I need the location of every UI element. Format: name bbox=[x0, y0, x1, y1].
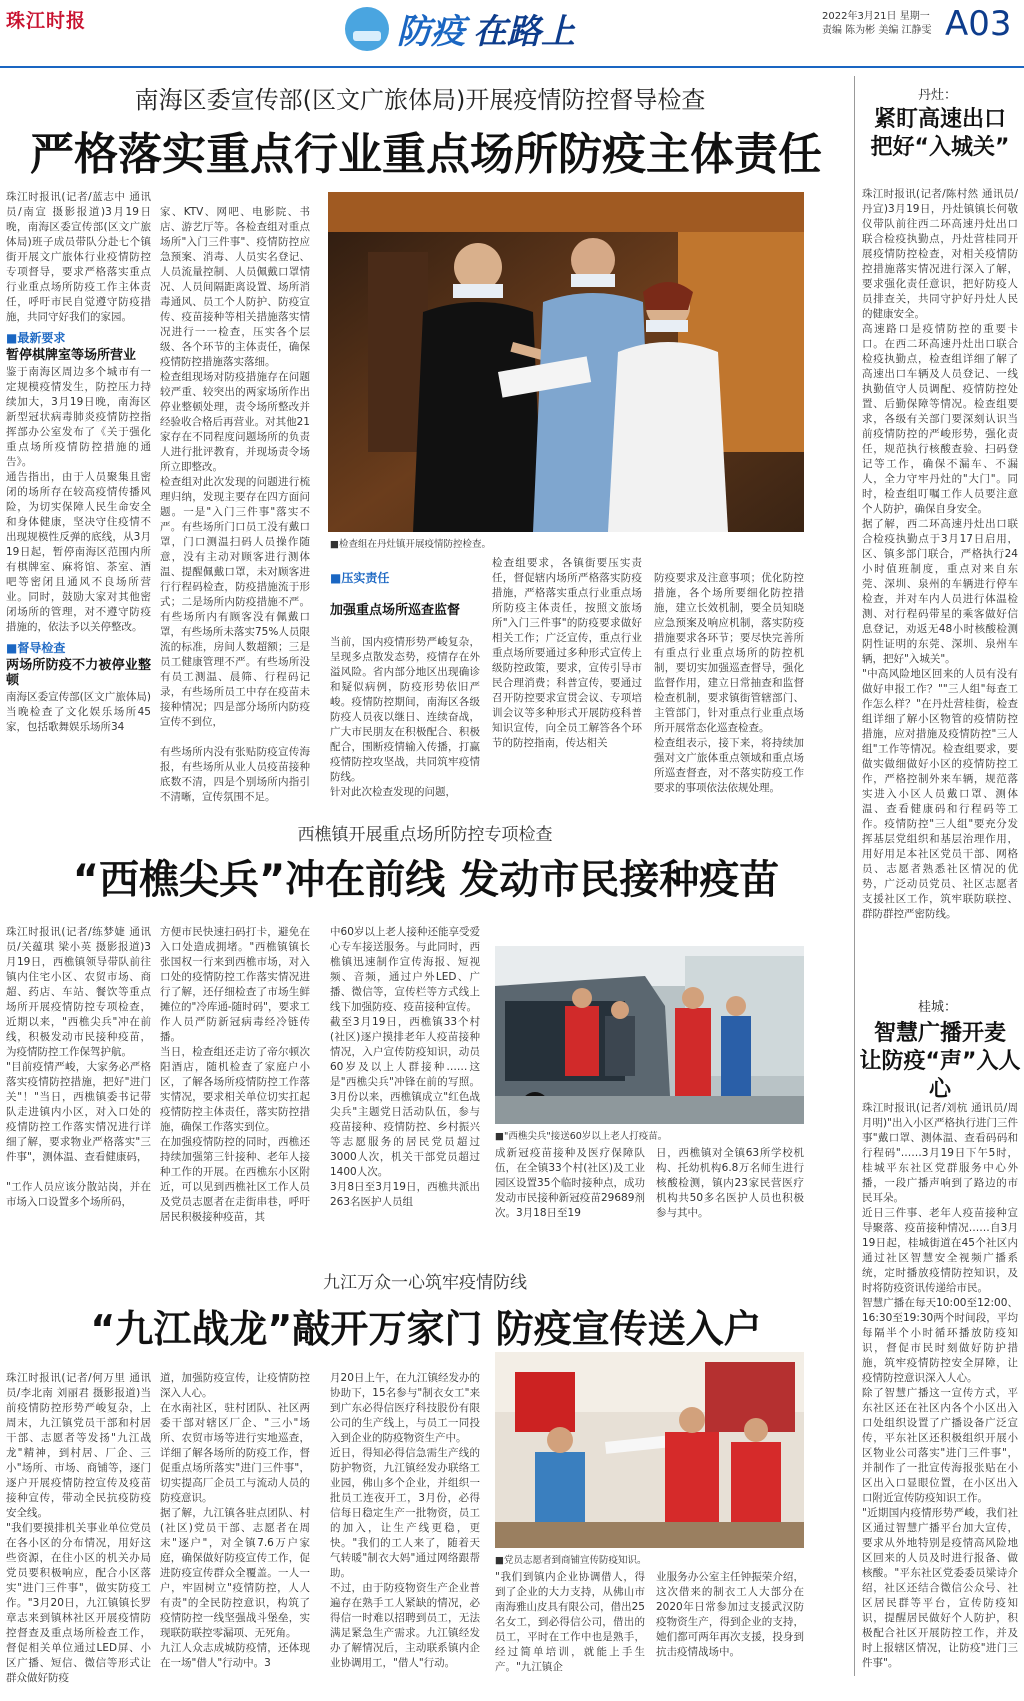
sidebar2-title-line1: 智慧广播开麦 bbox=[873, 1021, 1006, 1046]
article2-column-5 bbox=[656, 1146, 804, 1226]
page-number: A03 bbox=[945, 4, 1012, 44]
article3-photo-caption: ■党员志愿者到商铺宣传防疫知识。 bbox=[495, 1555, 647, 1566]
article1-col5-text: 防疫要求及注意事项；优化防控措施，各个场所要细化防控措施，建立长效机制，要全员知晓应急预案及响应机制，落实防疫措施要求各环节；要尽快完善所有重点行业重点场所的防控机制，要切实加强巡查督导，强化监督作用，建立日常抽查和监督检查机制，要求镇街管辖部门、主管部门，针对重点行业重点场所开展常态化巡查检查。 检查组表示，接下来，将持续加强对文广旅体重点领域和重点场所巡查督查，对不落实防疫工作要求的事项依法依规处理。 bbox=[654, 572, 804, 794]
article3-col1-text: 珠江时报讯(记者/何万里 通讯员/李北南 刘丽君 摄影报道)当前疫情防控形势严峻复杂，上周末，九江镇党员干部和村居干部、志愿者等发扬"九江战龙"精神，到村居、厂企、三小"场所、市场、商铺等，逐门逐户开展疫情防控宣传及疫苗接种宣传，带动全民抗疫防疫安全线。 "我们要摸排机关事业单位党员在各小区的分布情况，用好这些资源，在住小区的机关办局党员要积极响应，配合小区落实"进门三件事"，做实防疫工作。"3月20日，九江镇镇长罗章志来到镇林社区开展疫情防控督查及重点场所检查工作，督促相关单位通过LED屏、小区广播、短信、微信等形式让群众做好防疫 bbox=[6, 1372, 151, 1684]
article1-headline[interactable]: 严格落实重点行业重点场所防疫主体责任 bbox=[30, 129, 822, 180]
article3-column-1 bbox=[6, 1356, 151, 1684]
article3-photo bbox=[495, 1352, 804, 1548]
article1-body-1b: 通告指出，由于人员聚集且密闭的场所存在较高疫情传播风险，为切实保障人民生命安全和身体健康，坚决守住疫情不出现规模性反弹的底线，从3月19日起，暂停南海区范围内所有棋牌室、麻将馆、茶室、酒吧等密闭且通风不良场所营业。同时，鼓励大家对其他密闭场所的管理，对不遵守防疫措施的，依法予以关停整改。 bbox=[6, 471, 151, 633]
masthead-divider bbox=[0, 66, 1024, 68]
article1-section-duty: ■压实责任 bbox=[330, 571, 390, 585]
column-divider bbox=[854, 76, 855, 1676]
article2-column-3 bbox=[330, 910, 480, 1226]
article1-section-latest: ■最新要求 bbox=[6, 331, 66, 345]
article2-kicker: 西樵镇开展重点场所防控专项检查 bbox=[297, 825, 553, 845]
article3-headline[interactable]: “九江战龙”敲开万家门 防疫宣传送入户 bbox=[90, 1307, 762, 1351]
sidebar1-body-text: 珠江时报讯(记者/陈村然 通讯员/丹宣)3月19日，丹灶镇镇长何敬仪带队前往西二环高速丹灶出口联合检疫执勤点，丹灶营桂同开展疫情防控检查，对相关疫情防控措施落实情况进行深入了解，要求强化责任意识，把好防疫人员排查关，共同守护好丹灶人民的健康安全。 高速路口是疫情防控的重要卡口。在西二环高速丹灶出口联合检疫执勤点，检查组详细了解了高速出口车辆及人员登记、一线执勤值守人员调配、疫情防控处置、后勤保障等情况。检查组要求，各级有关部门要深刻认识当前疫情防控的严峻形势，强化责任，规范执行核酸查验、扫码登记等工作，确保不漏车、不漏人，全力守牢丹灶的"大门"。同时，检查组叮嘱工作人员要注意个人防护，确保自身安全。 据了解，西二环高速丹灶出口联合检疫执勤点于3月17日启用，区、镇多部门联合，严格执行24小时值班制度，重点对来自东莞、深圳、泉州的车辆进行停车检查，并对车内人员进行体温检测、对行程码带星的乘客做好信息登记，劝返无48小时核酸检测阴性证明的东莞、深圳、泉州车辆，把好"入城关"。 "中高风险地区回来的人员有没有做好申报工作？""三人组"每查工作怎么样？"在丹灶营桂街，检查组详细了解小区物管的疫情防控措施，应对措施及疫情防控"三人组"工作等情况。检查组要求，要做实做细做好小区的疫情防控工作，严格控制外来车辆，规范落实进入小区人员戴口罩、测体温、查看健康码和行程码等工作。疫情防控"三人组"要充分发挥基层党组织和基层治理作用，用好用足本社区党员干部、网格员、志愿者熟悉社区情况的优势，广泛动员党员、社区志愿者支援社区工作，筑牢联防联控、群防群控严密防线。 bbox=[862, 188, 1018, 920]
sidebar1-title-line1: 紧盯高速出口 bbox=[873, 107, 1006, 132]
article1-column-5 bbox=[654, 556, 804, 794]
article3-col4-text: "我们到镇内企业协调借人，得到了企业的大力支持，从佛山市南海雅山皮具有限公司，借出25名女工，到必得信公司，借出的员工，平时在工作中也是熟手，经过简单培训，就能上手生产。"九江镇企 bbox=[495, 1571, 645, 1673]
article2-column-2 bbox=[160, 910, 310, 1226]
article3-column-2 bbox=[160, 1356, 310, 1676]
sidebar2-body bbox=[862, 1086, 1018, 1676]
sidebar1-title[interactable] bbox=[858, 106, 1022, 162]
article3-col3-text: 月20日上午，在九江镇经发办的协助下，15名参与"制衣女工"来到广东必得信医疗科技股份有限公司的生产线上，与员工一同投入到企业的防疫物资生产中。 近日，得知必得信急需生产线的防护物资，九江镇经发办联络工业园，佛山多个企业，并组织一批员工连夜开工，3月份，必得信每日稳定生产一批物资，员工的加入，让生产线更稳，更快。"我们的工人来了，随着天气转暖"制衣大妈"通过网络跟帮助。 不过，由于防疫物资生产企业普遍存在熟手工人紧缺的情况，必得信一时难以招聘到员工，无法满足紧急生产需求。九江镇经发办了解情况后，主动联系镇内企业协调用工，"借人"行动。 bbox=[330, 1372, 480, 1669]
section-banner bbox=[345, 4, 575, 53]
masthead bbox=[0, 0, 1024, 68]
article1-col2-text: 家、KTV、网吧、电影院、书店、游艺厅等。各检查组对重点场所"入门三件事"、疫情防控应急预案、消毒、人员实名登记、人员流量控制、人员佩戴口罩情况、人员间隔距离设置、场所消毒通风、员工个人防护、防疫宣传、疫苗接种等相关措施落实情况进行一一检查，压实各个层级、各个环节的主体责任，确保疫情防控措施落实落细。 检查组现场对防疫措施存在问题较严重、较突出的两家场所作出停业整顿处理，责令场所整改并经验收合格后再营业。对其他21家存在不同程度问题场所的负责人进行批评教育，并现场责令场所立即整改。 检查组对此次发现的问题进行梳理归纳，发现主要存在四方面问题。一是"入门三件事"落实不严。有些场所门口员工没有戴口罩，门口测温扫码人员操作随意，没有主动对顾客进行测体温、提醒佩戴口罩，未对顾客进行行程码检查，防疫措施流于形式；二是场所内防疫措施不严。有些场所内有顾客没有佩戴口罩，有些场所未落实75%人员限流的标准，房间人数超额；三是员工健康管理不严。有些场所没有员工测温、晨筛、行程码记录，有些场所员工中存在疫苗未接种情况；四是部分场所内防疫宣传不到位， bbox=[160, 206, 310, 728]
mask-globe-icon bbox=[345, 7, 389, 51]
article2-headline[interactable]: “西樵尖兵”冲在前线 发动市民接种疫苗 bbox=[72, 857, 780, 903]
banner-part2: 在路上 bbox=[473, 12, 575, 52]
article1-kicker: 南海区委宣传部(区文广旅体局)开展疫情防控督导检查 bbox=[134, 86, 706, 114]
article1-col4-text: 检查组要求，各镇街要压实责任，督促辖内场所严格落实防疫措施，严格落实重点行业重点场所防疫主体责任，按照文旅场所"入门三件事"的防疫要求做好相关工作；广泛宣传，重点行业重点场所要通过多种形式宣传上级防控政策，要求，宣传引导市民合理消费；科普宣传，要通过召开防控要求宣贯会议、专项培训会议等多种形式开展防疫科普知识宣传，向全员工解答各个环节的防控指南，传达相关 bbox=[492, 557, 642, 749]
issue-info bbox=[822, 10, 932, 38]
article1-column-1 bbox=[6, 190, 151, 780]
article1-subhead-2: 两场所防疫不力被停业整顿 bbox=[6, 658, 151, 688]
article1-subhead-3: 加强重点场所巡查监督 bbox=[330, 603, 461, 618]
sidebar1-place: 丹灶： bbox=[918, 88, 958, 103]
article1-photo-caption: ■检查组在丹灶镇开展疫情防控检查。 bbox=[330, 539, 491, 550]
article3-col2-text: 道，加强防疫宣传，让疫情防控深入人心。 在水南社区，驻村团队、社区两委干部对辖区厂企、"三小"场所、农贸市场等进行实地巡查，详细了解各场所的防疫工作，督促重点场所落实"进门三件事"，切实提高厂企员工与流动人员的防疫意识。 据了解，九江镇各驻点团队、村(社区)党员干部、志愿者在周末"逐户"，对全镇7.6万户家庭，确保做好防疫宣传工作，促进防疫宣传群众全覆盖。一人一户，牢固树立"疫情防控，人人有责"的全民防控意识，构筑了疫情防控一线坚强战斗堡垒，实现联防联控零漏项、无死角。 九江人众志成城防疫情，还体现在一场"借人"行动中。3 bbox=[160, 1372, 310, 1669]
article1-column-4 bbox=[492, 556, 642, 782]
article1-subhead-1: 暂停棋牌室等场所营业 bbox=[6, 348, 137, 363]
sidebar2-body-text: 珠江时报讯(记者/刘杭 通讯员/周月明)"出入小区严格执行进门三件事"戴口罩、测体温、查看码码和行程码"……3月19日下午5时，桂城平东社区党群服务中心外播，一段广播声响到了路边的市民耳朵。 近日三件事、老年人疫苗接种宣导聚落、疫苗接种情况……自3月19日起，桂城街道在45个社区内通过社区智慧安全视频广播系统，定时播放疫情防控知识，及时将防疫资讯传递给市民。 智慧广播在每天10:00至12:00、16:30至19:30两个时间段，平均每隔半个小时循环播放防疫知识，督促市民时刻做好防护措施，筑牢疫情防控安全屏障，让疫情防控意识深入人心。 除了智慧广播这一宣传方式，平东社区还在社区内各个小区出入口处组织设置了广播设备广泛宣传，平东社区还积极组织开展小区物业公司落实"进门三件事"，并制作了一批宣传海报张贴在小区出入口显眼位置，在小区出入口附近宣传防疫知识工作。 "近期国内疫情形势严峻，我们社区通过智慧广播平台加大宣传，要求从外地特别是疫情高风险地区回来的人员及时进行报备、做核酸。"平东社区党委委员梁诗介绍，社区还结合微信公众号、社区居民群等平台，宣传防疫知识，提醒居民做好个人防护，积极配合社区开展防控工作，并及时上报辖区情况，让防疫"进门三件事"。 bbox=[862, 1102, 1018, 1669]
article1-col3-text: 当前，国内疫情形势严峻复杂，呈现多点散发态势，疫情存在外溢风险。省内部分地区出现确诊和疑似病例，防疫形势依旧严峻。疫情防控期间，南海区各级防疫人员夜以继日、连续奋战，广大市民朋友在积极配合、积极配合，围断疫情输入传播，打赢疫情防控攻坚战，共同筑牢疫情防线。 针对此次检查发现的问题， bbox=[330, 636, 480, 798]
sidebar2-place: 桂城： bbox=[918, 1000, 958, 1015]
issue-date: 2022年3月21日 星期一 bbox=[822, 11, 930, 22]
article2-column-4 bbox=[495, 1146, 645, 1226]
article1-col2b-text: 有些场所内没有张贴防疫宣传海报，有些场所从业人员疫苗接种底数不清，四是个别场所内指引不清晰，宣传氛围不足。 bbox=[160, 746, 310, 803]
article1-lead: 珠江时报讯(记者/蓝志中 通讯员/南宣 摄影报道)3月19日晚，南海区委宣传部(区文广旅体局)班子成员带队分赴七个镇街开展文广旅体行业疫情防控专项督导，要求严格落实重点行业重点场所防疫工作主体责任，呼吁市民自觉遵守防疫措施，共同守好我们的家园。 bbox=[6, 191, 151, 323]
article3-column-3 bbox=[330, 1356, 480, 1676]
article1-section-inspection: ■督导检查 bbox=[6, 641, 66, 655]
sidebar1-title-line2: 把好“入城关” bbox=[870, 135, 1010, 160]
article2-col2-text: 方便市民快速扫码打卡，避免在入口处造成拥堵。"西樵镇镇长张国权一行来到西樵市场，对入口处的疫情防控工作落实情况进行了解，还仔细检查了市场生鲜摊位的"冷库通-随时码"，要求工作人员严防新冠病毒经冷链传播。 当日，检查组还走访了帝尔顿次阳酒店，随机检查了家庭户小区，了解各场所疫情防控工作落实情况，要求相关单位切实扛起疫情防控主体责任，落实防控措施，确保工作落实到位。 在加强疫情防控的同时，西樵还持续加强第三针接种、老年人接种工作的开展。在西樵东小区附近，可以见到西樵社区工作人员及党员志愿者在走街串巷，呼吁居民积极接种疫苗，其 bbox=[160, 926, 310, 1223]
article1-column-3 bbox=[330, 556, 480, 798]
article2-col4-text: 成新冠疫苗接种及医疗保障队伍，在全镇33个村(社区)及工业园区设置35个临时接种点，成功发动市民接种新冠疫苗29689剂次。3月18日至19 bbox=[495, 1147, 645, 1219]
article1-body-1a: 鉴于南海区周边多个城市有一定规模疫情发生，防控压力持续加大，3月19日晚，南海区新型冠状病毒肺炎疫情防控指挥部办公室发布了《关于强化重点场所疫情防控措施的通告》。 bbox=[6, 366, 151, 468]
article3-column-4 bbox=[495, 1570, 645, 1676]
article3-col5-text: 业服务办公室主任钟振荣介绍，这次借来的制衣工人大部分在2020年日常参加过支援武汉防疫物资生产，得到企业的支持，她们都可两年再次支援，投身到抗击疫情战场中。 bbox=[656, 1571, 804, 1658]
sidebar2-title-line2: 让防疫“声”入人心 bbox=[859, 1049, 1021, 1102]
article2-col1b-text: "工作人员应该分散站岗，并在市场入口设置多个场所码， bbox=[6, 1181, 151, 1208]
article2-col5-text: 日，西樵镇对全镇63所学校机构、托幼机构6.8万名师生进行核酸检测，镇内23家民营医疗机构共50多名医护人员也积极参与其中。 bbox=[656, 1147, 804, 1219]
article2-col3-text: 中60岁以上老人接种还能享受爱心专车接送服务。与此同时，西樵镇迅速制作宣传海报、短视频、音频，通过户外LED、广播、微信等，宣传栏等方式线上线下加强防疫、疫苗接种宣传。 截至3月19日，西樵镇33个村(社区)逐户摸排老年人疫苗接种情况，入户宣传防疫知识，动员60岁及以上人群接种……这是"西樵尖兵"冲锋在前的写照。3月份以来，西樵镇成立"红色战尖兵"主题党日活动队伍，参与疫苗接种、疫情防控、乡村振兴等志愿服务的居民党员超过3000人次，机关干部党员超过1400人次。 3月8日至3月19日，西樵共派出263名医护人员组 bbox=[330, 926, 480, 1208]
article1-photo bbox=[328, 192, 804, 532]
article3-column-5 bbox=[656, 1570, 804, 1676]
issue-editors: 责编 陈为彬 美编 江静雯 bbox=[822, 25, 932, 36]
article2-photo bbox=[495, 946, 804, 1124]
sidebar1-body bbox=[862, 172, 1018, 952]
article2-column-1 bbox=[6, 910, 151, 1226]
article1-body-2: 南海区委宣传部(区文广旅体局)当晚检查了文化娱乐场所45家，包括歌舞娱乐场所34 bbox=[6, 691, 151, 733]
article3-kicker: 九江万众一心筑牢疫情防线 bbox=[323, 1273, 527, 1293]
article1-column-2 bbox=[160, 190, 310, 803]
banner-part1: 防疫 bbox=[397, 12, 465, 52]
newspaper-logo[interactable]: 珠江时报 bbox=[6, 10, 87, 32]
article2-col1-text: 珠江时报讯(记者/练梦婕 通讯员/关蕴琪 梁小英 摄影报道)3月19日，西樵镇领导带队前往镇内住宅小区、农贸市场、商超、药店、车站、餐饮等重点场所开展疫情防控专项检查，近期以来，"西樵尖兵"冲在前线，积极发动市民接种疫苗，为疫情防控工作保驾护航。 "目前疫情严峻，大家务必严格落实疫情防控措施，把好"进门关"！"当日，西樵镇委书记带队走进镇内小区，对入口处的疫情防控工作落实情况进行详细了解，要求物业严格落实"三件事"，测体温、查看健康码， bbox=[6, 926, 151, 1163]
article2-photo-caption: ■"西樵尖兵"接送60岁以上老人打疫苗。 bbox=[495, 1131, 668, 1142]
